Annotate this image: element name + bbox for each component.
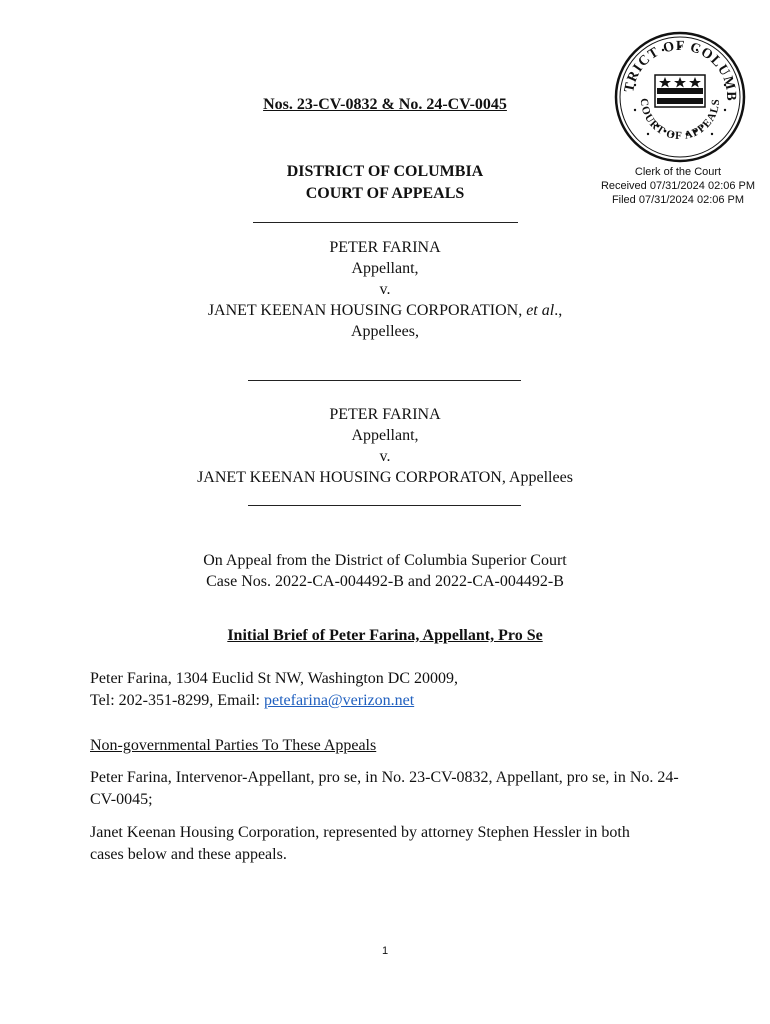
- parties-heading: Non-governmental Parties To These Appeals: [90, 737, 377, 754]
- email-link[interactable]: petefarina@verizon.net: [263, 692, 415, 709]
- divider: [248, 505, 521, 506]
- brief-title: Initial Brief of Peter Farina, Appellant, Pro Se: [227, 627, 543, 644]
- caption1-party2-name: JANET KEENAN HOUSING CORPORATION,: [207, 302, 527, 319]
- caption1-party2-suffix: .,: [554, 302, 563, 319]
- case-numbers: Nos. 23-CV-0832 & No. 24-CV-0045: [263, 96, 507, 113]
- caption1-versus: v.: [379, 281, 391, 298]
- party-paragraph: Janet Keenan Housing Corporation, represented by attorney Stephen Hessler in both cases below and these appeals.: [90, 824, 630, 863]
- seal-top-text: TRICT OF COLUMB: [622, 38, 739, 102]
- caption1-party1: PETER FARINA: [329, 239, 441, 256]
- contact-line1: Peter Farina, 1304 Euclid St NW, Washington DC 20009,: [90, 670, 459, 687]
- court-name-line1: DISTRICT OF COLUMBIA: [286, 163, 484, 180]
- caption2-party2: JANET KEENAN HOUSING CORPORATON, Appellees: [197, 469, 573, 486]
- caption1-party2-etal: et al: [526, 302, 555, 319]
- caption2-versus: v.: [379, 448, 391, 465]
- caption1-role2: Appellees,: [351, 323, 419, 340]
- appeal-line1: On Appeal from the District of Columbia Superior Court: [203, 552, 567, 569]
- divider: [253, 222, 518, 223]
- caption1-party2: [0, 300, 770, 321]
- stamp-filed: Filed 07/31/2024 02:06 PM: [611, 194, 745, 206]
- caption2-party1: PETER FARINA: [329, 406, 441, 423]
- party-paragraph: Peter Farina, Intervenor-Appellant, pro se, in No. 23-CV-0832, Appellant, pro se, in No. 24-CV-0045;: [90, 769, 679, 808]
- divider: [248, 380, 521, 381]
- appeal-line2: Case Nos. 2022-CA-004492-B and 2022-CA-004492-B: [206, 573, 564, 590]
- stamp-clerk: Clerk of the Court: [634, 166, 722, 178]
- contact-line2: [90, 690, 690, 712]
- page-number: 1: [381, 945, 389, 957]
- seal-bottom-text: COURT OF APPEALS: [637, 97, 723, 143]
- caption1-role1: Appellant,: [351, 260, 419, 277]
- stamp-received: Received 07/31/2024 02:06 PM: [600, 180, 756, 192]
- contact-phone: Tel: 202-351-8299, Email:: [90, 692, 264, 709]
- court-name-line2: COURT OF APPEALS: [305, 185, 465, 202]
- caption2-role1: Appellant,: [351, 427, 419, 444]
